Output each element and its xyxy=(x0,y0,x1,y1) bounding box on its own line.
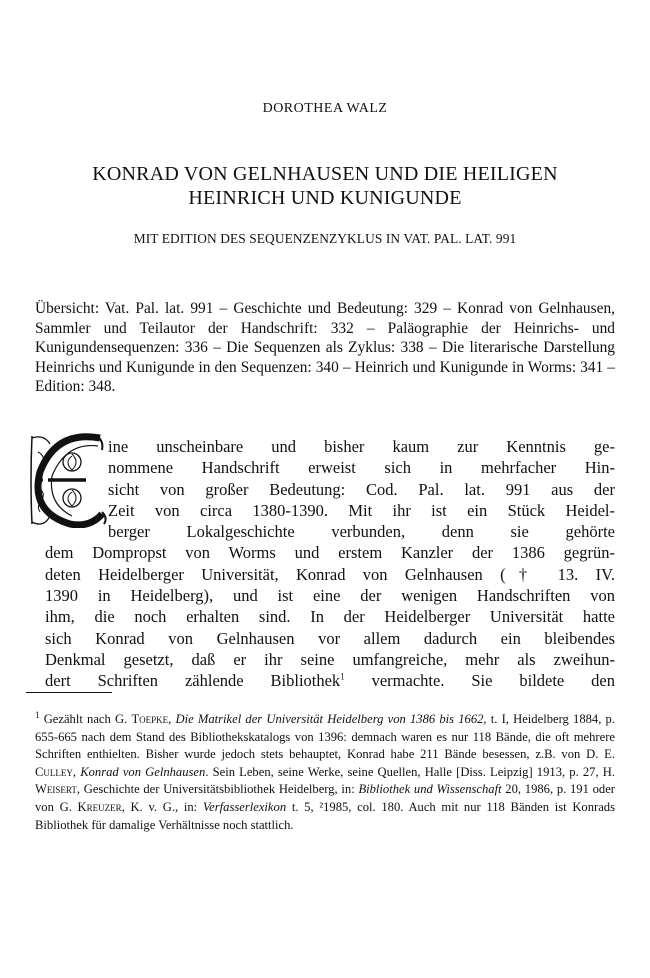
body-line: nommene Handschrift erweist sich in mehrfacher Hin- xyxy=(108,458,615,478)
author-name: Culley xyxy=(35,764,73,779)
footnote-text: . Sein Leben, seine Werke, seine Quellen, Halle [Diss. Leipzig] 1913, p. 27, H. xyxy=(205,764,615,779)
body-line: deten Heidelberger Universität, Konrad von Gelnhausen († 13. IV. xyxy=(45,564,615,584)
body-line: Denkmal gesetzt, daß er ihr seine umfangreiche, mehr als zweihun- xyxy=(45,649,615,669)
footnote-reference[interactable]: 1 xyxy=(340,671,345,682)
body-line: sicht von großer Bedeutung: Cod. Pal. lat. 991 aus der xyxy=(108,479,615,499)
footnote-text: Gezählt nach G. xyxy=(43,712,132,726)
body-line: ine unscheinbare und bisher kaum zur Kenntnis ge- xyxy=(108,437,615,456)
footnote-text: , Geschichte der Universitätsbibliothek Heidelberg, in: xyxy=(76,782,359,797)
footnote-text: , K. v. G., in: xyxy=(121,799,203,814)
footnote-text: t. 5, ²1985, col. 180. Auch mit nur 118 Bänden ist Konrads Bibliothek für damalige Verhältnisse noch stattlich. xyxy=(35,799,615,832)
body-line: berger Lokalgeschichte verbunden, denn sie gehörte xyxy=(108,522,615,542)
work-title: Verfasserlexikon xyxy=(202,799,287,814)
footnote-text: , xyxy=(168,712,176,726)
body-line-last xyxy=(45,670,615,691)
author-name: DOROTHEA WALZ xyxy=(262,101,388,116)
body-line: 1390 in Heidelberg), und ist eine der wenigen Handschriften von xyxy=(45,586,615,606)
footnote-text: 20, 1986, p. 191 oder von G. xyxy=(35,782,615,814)
title-line-2: HEINRICH UND KUNIGUNDE xyxy=(188,187,462,209)
author-name: Kreuzer xyxy=(77,799,122,814)
work-title: Konrad von Gelnhausen xyxy=(80,764,206,779)
synopsis-paragraph: Übersicht: Vat. Pal. lat. 991 – Geschichte und Bedeutung: 329 – Konrad von Gelnhausen, Sammler und Teilautor der Handschrift: 332 – Paläographie der Heinrichs- und Kunigundensequenzen: 336 – Die Sequenzen als Zyklus: 338 – Die literarische Darstellung Heinrichs und Kunigunde in den Sequenzen: 340 – Heinrich und Kunigunde in Worms: 341 – Edition: 348. xyxy=(35,300,615,396)
work-title: Die Matrikel der Universität Heidelberg von 1386 bis 1662 xyxy=(175,712,484,726)
footnote-marker: 1 xyxy=(35,709,40,720)
title-line-1: KONRAD VON GELNHAUSEN UND DIE HEILIGEN xyxy=(92,163,558,185)
footnote-text: , t. I, Heidelberg 1884, p. 655-665 nach dem Stand des Bibliothekskatalogs von 1396: demnach waren es nur 118 Bände, die oft mehrere Schriften enthielten. Bisher wurde jedoch stets behauptet, Konrad habe 211 Bände besessen, z.B. von D. E. xyxy=(35,712,615,762)
footnote-text: , xyxy=(72,764,81,779)
body-text-segment: dert Schriften zählende Bibliothek xyxy=(45,671,341,691)
article-title xyxy=(18,162,632,210)
footnote-divider xyxy=(26,692,112,693)
author-name: Toepke xyxy=(131,712,169,726)
article-subtitle: MIT EDITION DES SEQUENZENZYKLUS IN VAT. PAL. LAT. 991 xyxy=(133,231,517,246)
body-text-segment: vermachte. Sie bildete den xyxy=(371,671,616,691)
body-text xyxy=(45,436,615,692)
footnote xyxy=(35,711,615,834)
body-line: dem Dompropst von Worms und erstem Kanzler der 1386 gegrün- xyxy=(45,543,615,563)
author-name: Weisert xyxy=(35,782,77,797)
body-line: ihm, die noch erhalten sind. In der Heidelberger Universität hatte xyxy=(45,607,615,627)
body-line: sich Konrad von Gelnhausen vor allem dadurch ein bleibendes xyxy=(45,628,615,648)
work-title: Bibliothek und Wissenschaft xyxy=(358,782,502,797)
body-line: Zeit von circa 1380-1390. Mit ihr ist ein Stück Heidel- xyxy=(108,500,615,520)
